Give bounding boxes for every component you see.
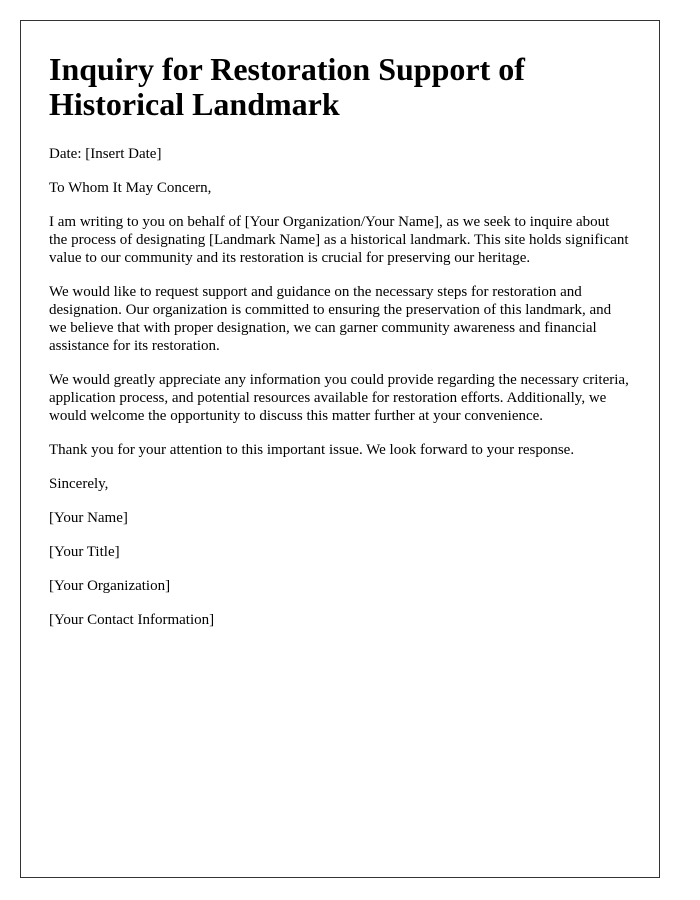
letter-title: Inquiry for Restoration Support of Historical Landmark [49, 51, 525, 122]
signature-name: [Your Name] [49, 510, 128, 526]
signature-contact: [Your Contact Information] [49, 612, 215, 628]
signature-organization: [Your Organization] [49, 578, 171, 594]
body-paragraph-2: We would like to request support and guidance on the necessary steps for restoration and designation. Our organization is committed to ensuring the preservation of this landmark, and we believe that with proper designation, we can garner community awareness and financial assistance for its restoration. [49, 284, 612, 354]
body-paragraph-4: Thank you for your attention to this important issue. We look forward to your response. [49, 442, 575, 458]
date-line: Date: [Insert Date] [49, 146, 162, 162]
body-paragraph-3: We would greatly appreciate any information you could provide regarding the necessary criteria, application process, and potential resources available for restoration efforts. Additionally, we would welcome the opportunity to discuss this matter further at your convenience. [49, 372, 629, 424]
signature-title: [Your Title] [49, 544, 120, 560]
closing: Sincerely, [49, 476, 109, 492]
body-paragraph-1: I am writing to you on behalf of [Your Organization/Your Name], as we seek to inquire about the process of designating [Landmark Name] as a historical landmark. This site holds significant value to our community and its restoration is crucial for preserving our heritage. [49, 214, 629, 266]
salutation: To Whom It May Concern, [49, 180, 212, 196]
letter-page [20, 20, 660, 878]
